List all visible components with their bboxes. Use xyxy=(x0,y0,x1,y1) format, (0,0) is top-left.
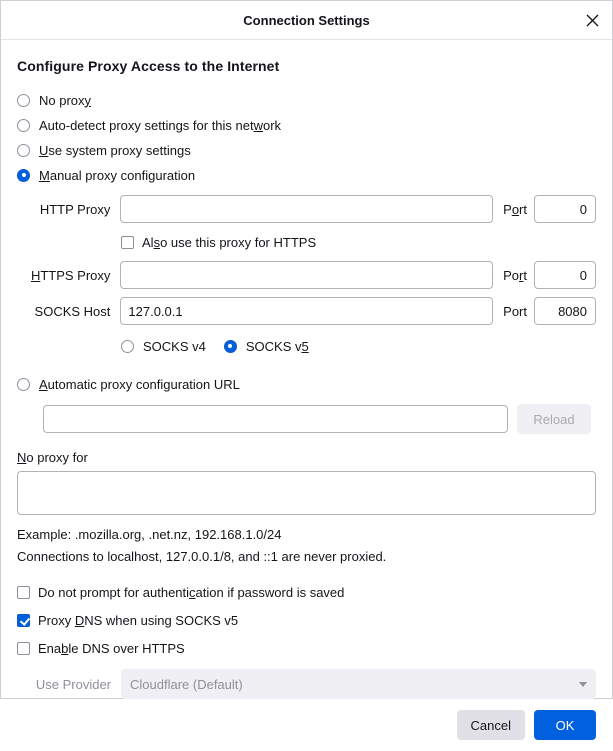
http-port-input[interactable] xyxy=(534,195,596,223)
checkbox-indicator xyxy=(121,236,134,249)
https-port-label: Port xyxy=(503,267,527,283)
https-proxy-row xyxy=(17,261,596,289)
radio-label: No proxy xyxy=(39,92,92,108)
checkbox-label: Also use this proxy for HTTPS xyxy=(142,234,317,250)
checkbox-label: Enable DNS over HTTPS xyxy=(38,640,185,656)
http-proxy-input[interactable] xyxy=(120,195,493,223)
http-port-label: Port xyxy=(503,201,527,217)
http-proxy-row xyxy=(17,195,596,223)
section-heading: Configure Proxy Access to the Internet xyxy=(17,58,280,74)
reload-button[interactable]: Reload xyxy=(517,404,591,434)
no-proxy-for-label: No proxy for xyxy=(17,450,88,465)
radio-manual-proxy[interactable] xyxy=(17,163,596,187)
auto-config-url-input[interactable] xyxy=(43,405,508,433)
radio-system-proxy[interactable] xyxy=(17,138,596,162)
socks-port-input[interactable] xyxy=(534,297,596,325)
socks-host-input[interactable] xyxy=(120,297,493,325)
checkbox-label: Do not prompt for authentication if password is saved xyxy=(38,584,345,600)
ok-button[interactable]: OK xyxy=(534,710,596,740)
radio-indicator xyxy=(17,378,30,391)
page-title: Connection Settings xyxy=(243,12,370,28)
example-note: Example: .mozilla.org, .net.nz, 192.168.1.0/24 xyxy=(17,527,282,542)
close-button[interactable] xyxy=(580,8,604,32)
cancel-button[interactable]: Cancel xyxy=(457,710,525,740)
provider-select[interactable] xyxy=(121,669,596,699)
checkbox-enable-doh[interactable] xyxy=(17,634,596,662)
radio-indicator xyxy=(17,94,30,107)
radio-label: Manual proxy configuration xyxy=(39,167,196,183)
radio-no-proxy[interactable] xyxy=(17,88,596,112)
checkbox-also-use-for-https[interactable] xyxy=(121,231,316,253)
radio-auto-config-url[interactable] xyxy=(17,372,596,396)
checkbox-proxy-dns-socks5[interactable] xyxy=(17,606,596,634)
dialog-content xyxy=(1,40,612,699)
also-https-row xyxy=(17,231,596,253)
radio-indicator xyxy=(17,169,30,182)
socks-version-group xyxy=(121,334,596,358)
socks-port-label: Port xyxy=(503,303,527,319)
localhost-note: Connections to localhost, 127.0.0.1/8, and ::1 are never proxied. xyxy=(17,549,387,564)
no-proxy-for-textarea[interactable] xyxy=(17,471,596,515)
radio-socks-v4[interactable] xyxy=(121,334,206,358)
radio-label: Auto-detect proxy settings for this network xyxy=(39,117,282,133)
radio-indicator xyxy=(17,144,30,157)
https-proxy-input[interactable] xyxy=(120,261,493,289)
dialog-titlebar xyxy=(1,1,612,40)
radio-indicator xyxy=(224,340,237,353)
https-proxy-label: HTTPS Proxy xyxy=(30,267,111,283)
checkbox-indicator xyxy=(17,642,30,655)
radio-label: Use system proxy settings xyxy=(39,142,191,158)
provider-row xyxy=(17,669,596,699)
radio-label: Automatic proxy configuration URL xyxy=(39,376,240,392)
checkbox-label: Proxy DNS when using SOCKS v5 xyxy=(38,612,239,628)
radio-auto-detect[interactable] xyxy=(17,113,596,137)
radio-label: SOCKS v5 xyxy=(245,338,309,354)
radio-indicator xyxy=(121,340,134,353)
chevron-down-icon xyxy=(579,682,587,687)
checkbox-indicator xyxy=(17,586,30,599)
http-proxy-label: HTTP Proxy xyxy=(39,201,111,217)
radio-indicator xyxy=(17,119,30,132)
options-group xyxy=(17,578,596,662)
checkbox-indicator xyxy=(17,614,30,627)
checkbox-no-auth-prompt[interactable] xyxy=(17,578,596,606)
auto-config-url-row xyxy=(17,404,596,434)
provider-selected-value: Cloudflare (Default) xyxy=(130,676,243,692)
socks-host-label: SOCKS Host xyxy=(34,303,111,319)
https-port-input[interactable] xyxy=(534,261,596,289)
radio-socks-v5[interactable] xyxy=(224,334,309,358)
dialog-footer xyxy=(1,699,612,751)
close-icon xyxy=(586,14,599,27)
socks-host-row xyxy=(17,297,596,325)
radio-label: SOCKS v4 xyxy=(143,338,206,354)
provider-label: Use Provider xyxy=(35,676,111,692)
